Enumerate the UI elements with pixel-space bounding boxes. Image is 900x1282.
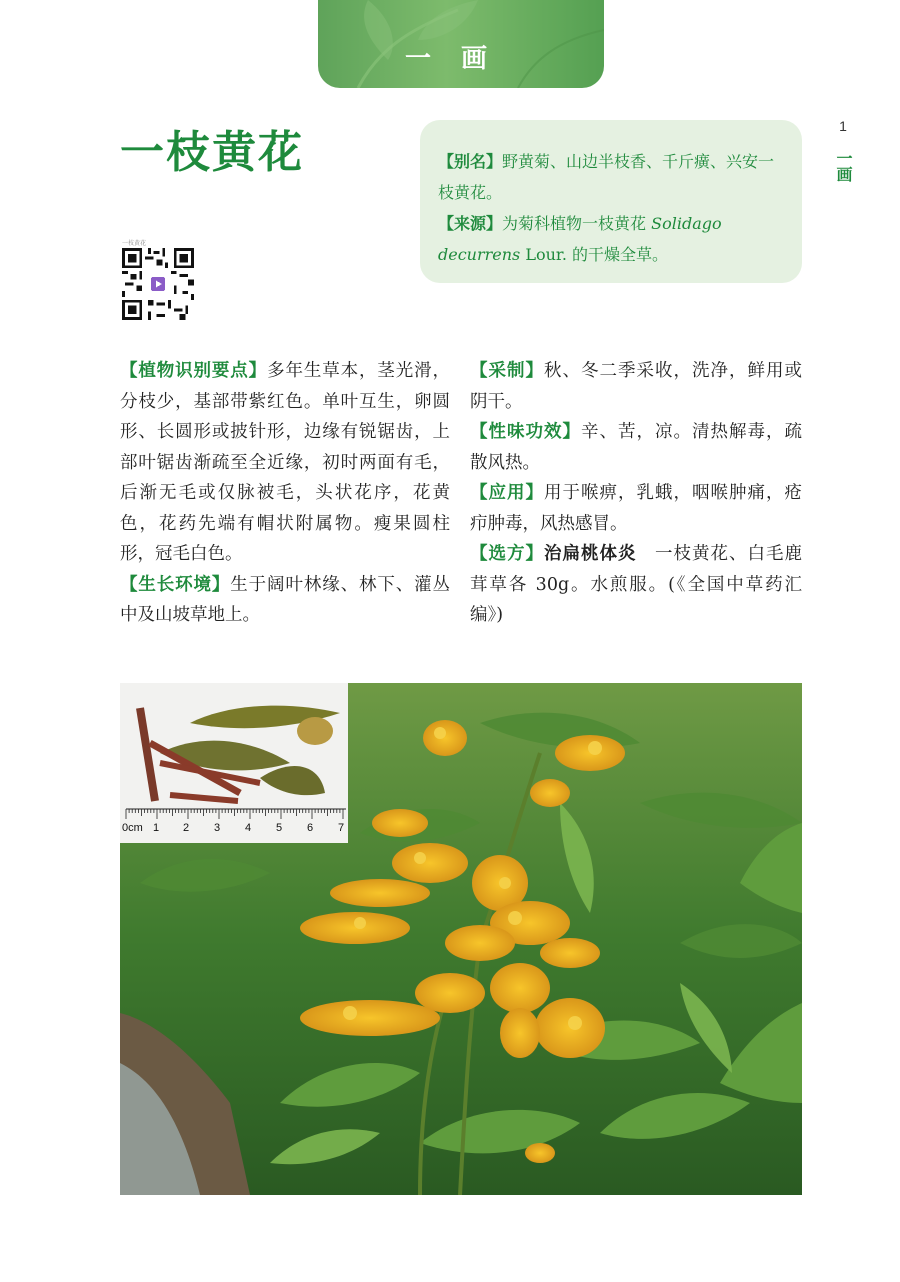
side-chapter-text: 一画 xyxy=(834,150,853,182)
ruler-label: 0cm xyxy=(122,822,143,834)
page-title: 一枝黄花 xyxy=(120,127,304,178)
alias-text: 野黄菊、山边半枝香、千斤癀、兴安一枝黄花。 xyxy=(438,152,775,202)
ruler-label: 4 xyxy=(245,822,252,834)
section-label: 【应用】 xyxy=(470,483,544,503)
ruler-label: 3 xyxy=(214,822,221,834)
section-harvest xyxy=(470,356,802,417)
text-column-left xyxy=(120,356,450,631)
section-habitat xyxy=(120,570,450,631)
alias-label: 【别名】 xyxy=(438,152,503,171)
plant-photo-illustration xyxy=(120,683,802,1195)
source-entry xyxy=(438,208,788,270)
section-text: 生于阔叶林缘、林下、灌丛中及山坡草地上。 xyxy=(120,574,451,625)
section-label: 【性味功效】 xyxy=(470,422,581,442)
side-chapter-label xyxy=(832,150,854,188)
chapter-tab xyxy=(318,0,604,88)
section-label: 【生长环境】 xyxy=(120,574,231,595)
info-box xyxy=(420,120,802,283)
section-text: 用于喉痹，乳蛾，咽喉肿痛，疮疖肿毒，风热感冒。 xyxy=(470,483,802,534)
chapter-tab-label: 一画 xyxy=(404,44,517,74)
section-properties xyxy=(470,417,802,478)
section-application xyxy=(470,478,802,539)
prescription-title: 治扁桃体炎 xyxy=(544,544,637,564)
source-text-post: Lour. 的干燥全草。 xyxy=(525,245,668,264)
qr-code-icon[interactable] xyxy=(122,248,194,320)
plant-photo xyxy=(120,683,802,1195)
section-text: 辛、苦，凉。清热解毒，疏散风热。 xyxy=(470,422,802,473)
section-label: 【选方】 xyxy=(470,544,544,564)
section-prescription xyxy=(470,539,802,631)
section-text: 多年生草本，茎光滑，分枝少，基部带紫红色。单叶互生，卵圆形、长圆形或披针形，边缘有锐锯齿，上部叶锯齿渐疏至全近缘，初时两面有毛，后渐无毛或仅脉被毛，头状花序，花黄色，花药先端有帽状附属物。瘦果圆柱形，冠毛白色。 xyxy=(120,361,451,564)
section-label: 【植物识别要点】 xyxy=(120,361,268,381)
source-latin-name: Solidago decurrens xyxy=(438,214,722,264)
dried-specimen-inset xyxy=(120,683,348,843)
text-column-right xyxy=(470,356,802,631)
ruler-label: 7 xyxy=(338,822,345,834)
section-text: 一枝黄花、白毛鹿茸草各 30g。水煎服。(《全国中草药汇编》) xyxy=(470,544,802,625)
section-text: 秋、冬二季采收，洗净，鲜用或阴干。 xyxy=(470,361,802,412)
qr-caption: 一枝黄花 xyxy=(122,240,147,247)
page-number: 1 xyxy=(839,118,847,134)
source-text-pre: 为菊科植物一枝黄花 xyxy=(502,214,647,233)
section-label: 【采制】 xyxy=(470,361,544,381)
ruler-label: 2 xyxy=(183,822,190,834)
ruler-label: 5 xyxy=(276,822,283,834)
alias-entry xyxy=(438,146,788,208)
source-label: 【来源】 xyxy=(438,214,503,233)
section-plant-identification xyxy=(120,356,450,570)
ruler-label: 1 xyxy=(153,822,160,834)
ruler-label: 6 xyxy=(307,822,314,834)
